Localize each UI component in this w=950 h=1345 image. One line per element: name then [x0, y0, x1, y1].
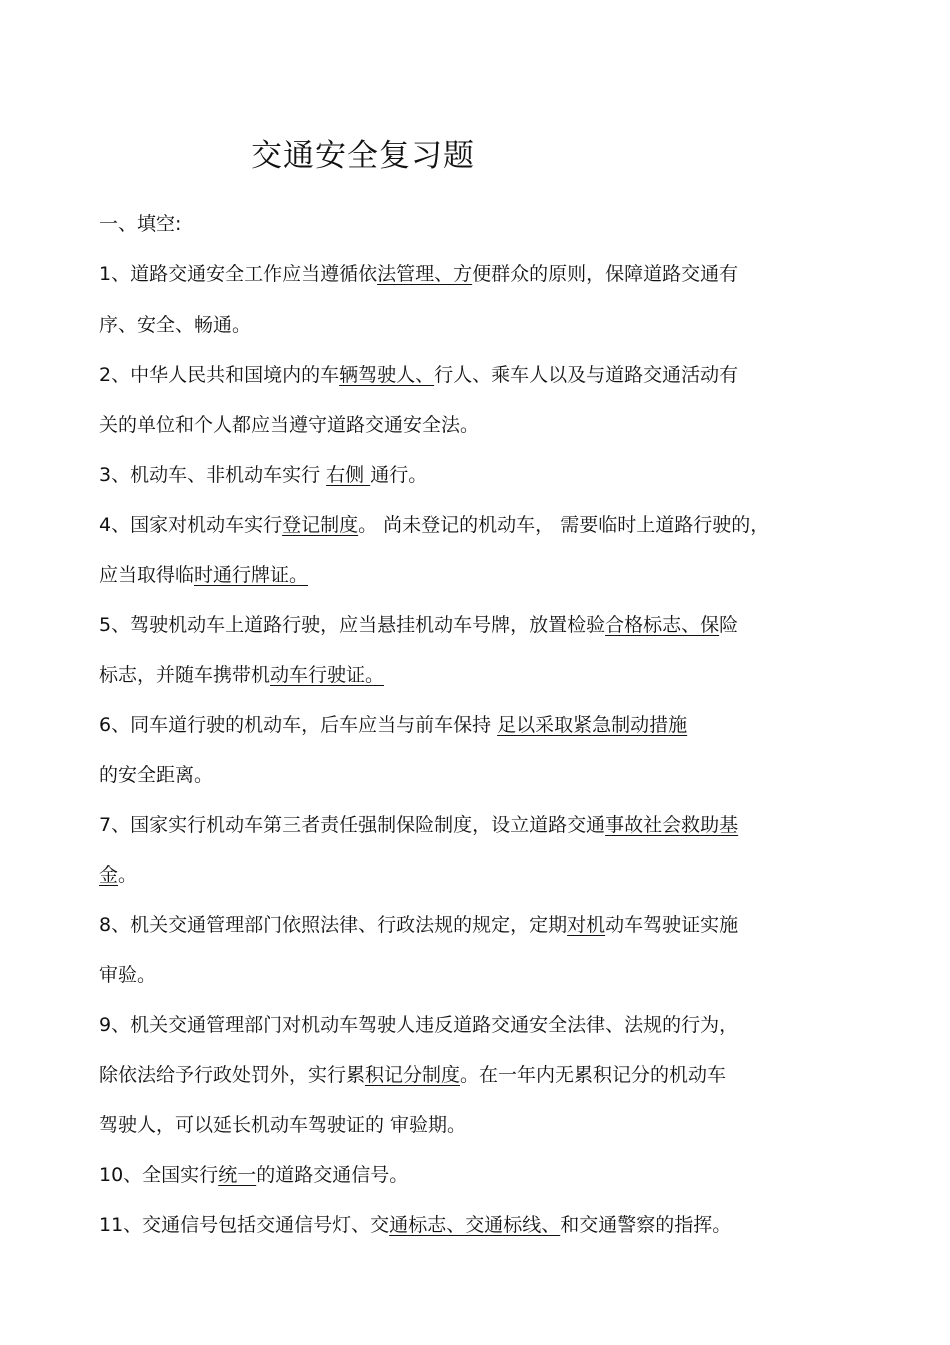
question-text: 通行。 [370, 464, 428, 486]
question-text: 2、中华人民共和国境内的车 [99, 364, 340, 386]
question-text: 的安全距离。 [99, 764, 214, 786]
answer-underlined: 通标志、交通标线、 [389, 1214, 561, 1236]
question-text: 的道路交通信号。 [256, 1164, 409, 1186]
question-line [99, 560, 308, 587]
question-line [99, 360, 738, 387]
answer-underlined: 统一 [218, 1164, 257, 1186]
question-text: 。 [118, 864, 138, 886]
question-text: 6、同车道行驶的机动车，后车应当与前车保持 [99, 714, 498, 736]
answer-underlined: 辆驾驶人、 [339, 364, 435, 386]
answer-underlined: 动车行驶证。 [270, 664, 385, 686]
question-line [99, 1060, 726, 1087]
question-text: 关的单位和个人都应当遵守道路交通安全法。 [99, 414, 480, 436]
answer-underlined: 合格标志、保 [605, 614, 720, 636]
question-line [99, 310, 251, 337]
question-line [99, 1110, 466, 1137]
question-text: 标志，并随车携带机 [99, 664, 271, 686]
question-text: 10、全国实行 [99, 1164, 219, 1186]
question-text: 7、国家实行机动车第三者责任强制保险制度，设立道路交通 [99, 814, 606, 836]
answer-underlined: 时通行牌证。 [194, 564, 309, 586]
question-text: 。在一年内无累积记分的机动车 [460, 1064, 727, 1086]
page-title: 交通安全复习题 [251, 138, 475, 174]
question-text: 便群众的原则，保障道路交通有 [472, 263, 739, 285]
question-line [99, 660, 384, 687]
question-line [99, 760, 213, 787]
question-line [99, 410, 479, 437]
answer-underlined: 右侧 [326, 464, 371, 486]
question-line [99, 910, 738, 937]
answer-underlined: 足以采取紧急制动措施 [497, 714, 688, 736]
question-line [99, 259, 738, 286]
answer-underlined: 事故社会救助基 [605, 814, 739, 836]
question-text: 3、机动车、非机动车实行 [99, 464, 327, 486]
question-text: 序、安全、畅通。 [99, 314, 252, 336]
question-text: 行人、乘车人以及与道路交通活动有 [434, 364, 739, 386]
section-heading: 一、填空: [99, 213, 182, 235]
question-line [99, 510, 769, 537]
question-text: 除依法给予行政处罚外，实行累 [99, 1064, 366, 1086]
answer-underlined: 对机 [567, 914, 606, 936]
question-text: 11、交通信号包括交通信号灯、交 [99, 1214, 390, 1236]
question-text: 5、驾驶机动车上道路行驶，应当悬挂机动车号牌，放置检验 [99, 614, 606, 636]
answer-underlined: 法管理、方 [377, 263, 473, 285]
question-text: 应当取得临 [99, 564, 195, 586]
question-line [99, 1160, 408, 1187]
question-line [99, 610, 738, 637]
question-line [99, 1010, 738, 1037]
question-line [99, 1210, 731, 1237]
question-line [99, 960, 156, 987]
question-text: 驾驶人，可以延长机动车驾驶证的 审验期。 [99, 1114, 467, 1136]
question-line [99, 710, 687, 737]
question-text: 和交通警察的指挥。 [560, 1214, 732, 1236]
question-text: 险 [719, 614, 739, 636]
answer-underlined: 积记分制度 [365, 1064, 461, 1086]
answer-underlined: 金 [99, 864, 119, 886]
answer-underlined: 登记制度 [282, 514, 359, 536]
question-text: 9、机关交通管理部门对机动车驾驶人违反道路交通安全法律、法规的行为， [99, 1014, 739, 1036]
question-line [99, 460, 427, 487]
question-text: 4、国家对机动车实行 [99, 514, 283, 536]
question-text: 审验。 [99, 964, 157, 986]
question-line [99, 810, 738, 837]
question-line [99, 860, 137, 887]
question-text: 。 尚未登记的机动车， 需要临时上道路行驶的， [358, 514, 770, 536]
question-text: 8、机关交通管理部门依照法律、行政法规的规定，定期 [99, 914, 568, 936]
question-text: 1、道路交通安全工作应当遵循依 [99, 263, 378, 285]
question-text: 动车驾驶证实施 [605, 914, 739, 936]
